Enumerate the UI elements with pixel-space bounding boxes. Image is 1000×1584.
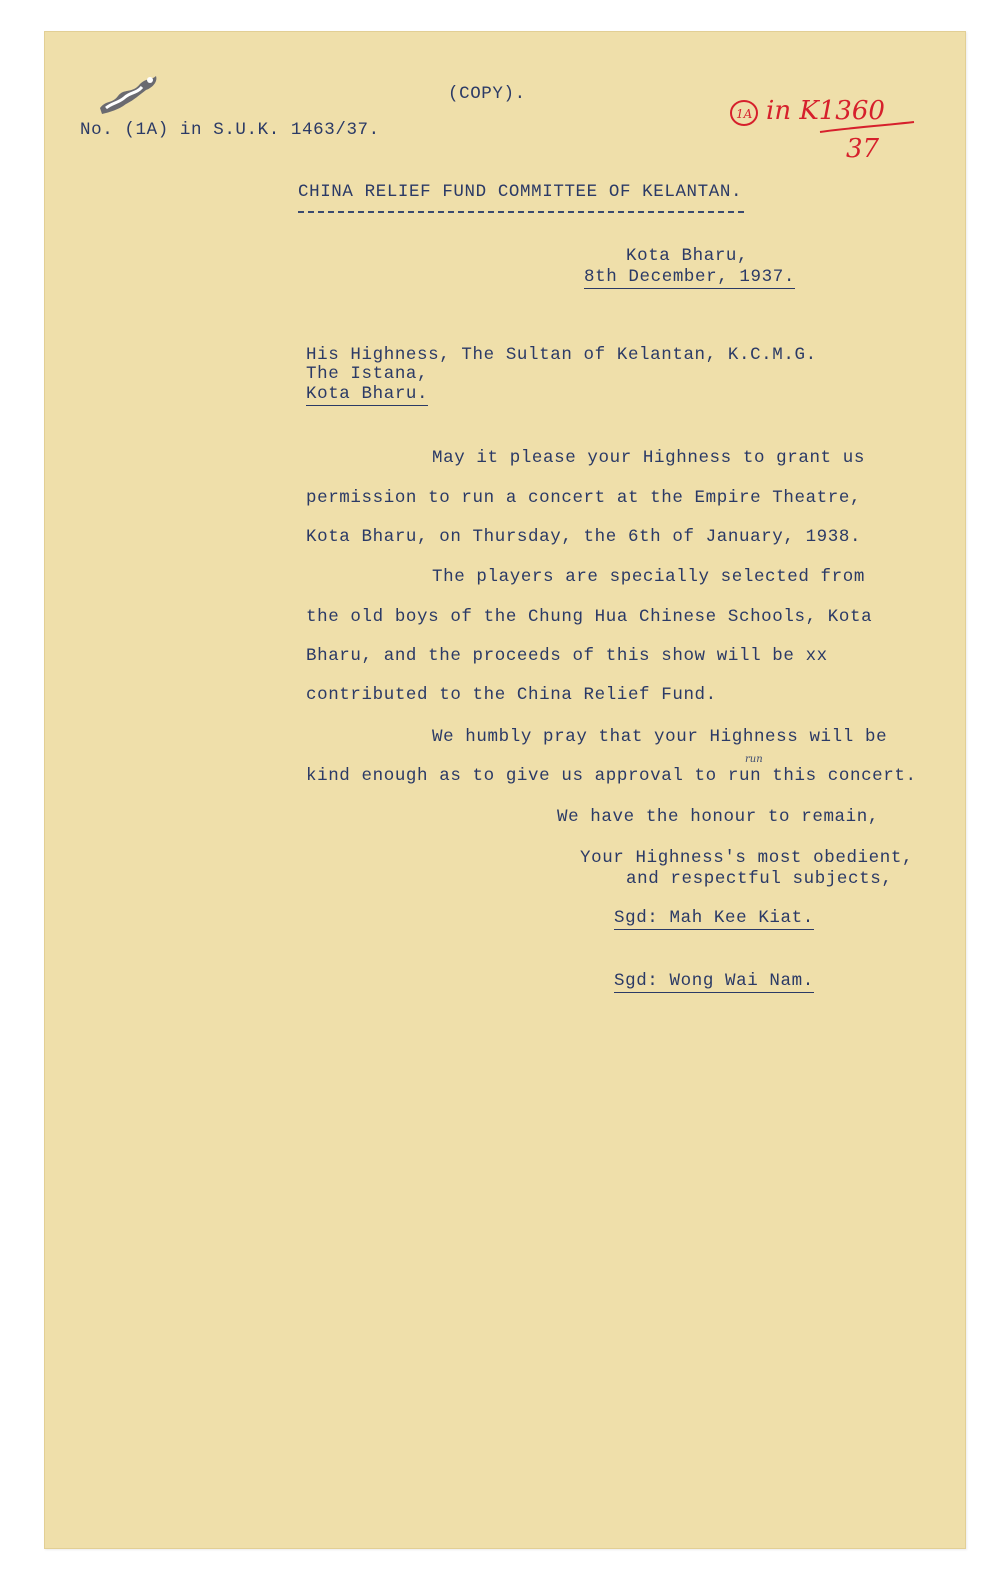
paper-damage-mark (94, 70, 164, 120)
letter-place: Kota Bharu, (626, 246, 749, 266)
signature-2: Sgd: Wong Wai Nam. (614, 971, 814, 991)
body-paragraph-3-line-2: kind enough as to give us approval to run this concert. (306, 766, 917, 786)
body-paragraph-3-line-1: We humbly pray that your Highness will be (432, 727, 888, 747)
body-paragraph-1-line-3: Kota Bharu, on Thursday, the 6th of January, 1938. (306, 527, 862, 547)
closing-line-1: We have the honour to remain, (557, 807, 879, 827)
annotation-file-ref: in K1360 (766, 96, 885, 126)
signature-1: Sgd: Mah Kee Kiat. (614, 908, 814, 928)
title-underline (298, 211, 744, 213)
addressee-line-2: The Istana, (306, 364, 429, 384)
handwritten-correction: run (745, 754, 763, 765)
circled-1a-mark (728, 96, 762, 130)
body-paragraph-2-line-1: The players are specially selected from (432, 567, 865, 587)
body-paragraph-1-line-1: May it please your Highness to grant us (432, 448, 865, 468)
reference-number: No. (1A) in S.U.K. 1463/37. (80, 120, 380, 140)
copy-mark: (COPY). (448, 84, 526, 104)
body-paragraph-2-line-4: contributed to the China Relief Fund. (306, 685, 717, 705)
annotation-year: 37 (846, 134, 880, 164)
addressee-line-1: His Highness, The Sultan of Kelantan, K.C.M.G. (306, 345, 817, 365)
letterhead-title: CHINA RELIEF FUND COMMITTEE OF KELANTAN. (298, 182, 743, 202)
body-paragraph-2-line-3: Bharu, and the proceeds of this show will be xx (306, 646, 828, 666)
closing-line-2: Your Highness's most obedient, (580, 848, 914, 868)
body-paragraph-2-line-2: the old boys of the Chung Hua Chinese Schools, Kota (306, 607, 873, 627)
svg-text:1A: 1A (736, 107, 753, 121)
body-paragraph-1-line-2: permission to run a concert at the Empire Theatre, (306, 488, 862, 508)
closing-line-3: and respectful subjects, (626, 869, 893, 889)
letter-date: 8th December, 1937. (584, 267, 795, 287)
document-page (44, 31, 966, 1549)
addressee-line-3: Kota Bharu. (306, 384, 429, 404)
